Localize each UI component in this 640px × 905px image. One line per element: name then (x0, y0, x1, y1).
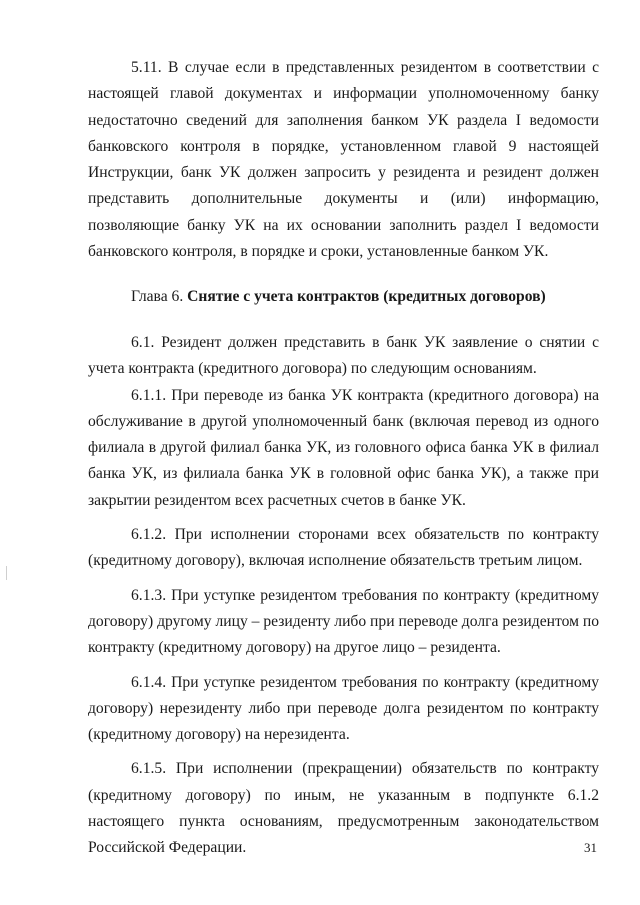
paragraph-6-1: 6.1. Резидент должен представить в банк УК заявление о снятии с учета контракта (кредитного договора) по следующим основаниям. (88, 334, 599, 378)
chapter-prefix: Глава 6. (131, 288, 184, 305)
paragraph-6-1-5: 6.1.5. При исполнении (прекращении) обязательств по контракту (кредитному договору) по иным, не указанным в подпункте 6.1.2 настоящего пункта основаниям, предусмотренным законодательством Российской Федерации. (88, 760, 599, 857)
section-5-11 (88, 55, 599, 265)
chapter-heading (88, 284, 599, 310)
paragraph-5-11: 5.11. В случае если в представленных резидентом в соответствии с настоящей главой документах и информации уполномоченному банку недостаточно сведений для заполнения банком УК раздела I ведомости банковского контроля в порядке, установленном главой 9 настоящей Инструкции, банк УК должен запросить у резидента и резидент должен представить дополнительные документы и (или) информацию, позволяющие банку УК на их основании заполнить раздел I ведомости банковского контроля, в порядке и сроки, установленные банком УК. (88, 59, 599, 261)
scan-margin-mark (6, 566, 7, 580)
paragraph-6-1-1: 6.1.1. При переводе из банка УК контракта (кредитного договора) на обслуживание в другой уполномоченный банк (включая перевод из одного филиала в другой филиал банка УК, из головного офиса банка УК в филиал банка УК, из филиала банка УК в головной офис банка УК), а также при закрытии резидентом всех расчетных счетов в банке УК. (88, 386, 599, 509)
page-number: 31 (584, 840, 597, 855)
paragraph-6-1-3: 6.1.3. При уступке резидентом требования по контракту (кредитному договору) другому лицу – резиденту либо при переводе долга резидентом по контракту (кредитному договору) на другое лицо – резидента. (88, 586, 599, 657)
paragraph-6-1-4: 6.1.4. При уступке резидентом требования по контракту (кредитному договору) нерезиденту либо при переводе долга резидентом по контракту (кредитному договору) на нерезидента. (88, 673, 599, 744)
chapter-6-heading (88, 284, 599, 310)
chapter-title: Снятие с учета контрактов (кредитных договоров) (187, 288, 546, 305)
paragraph-6-1-2: 6.1.2. При исполнении сторонами всех обязательств по контракту (кредитному договору), включая исполнение обязательств третьим лицом. (88, 526, 599, 570)
chapter-6-body (88, 330, 599, 862)
